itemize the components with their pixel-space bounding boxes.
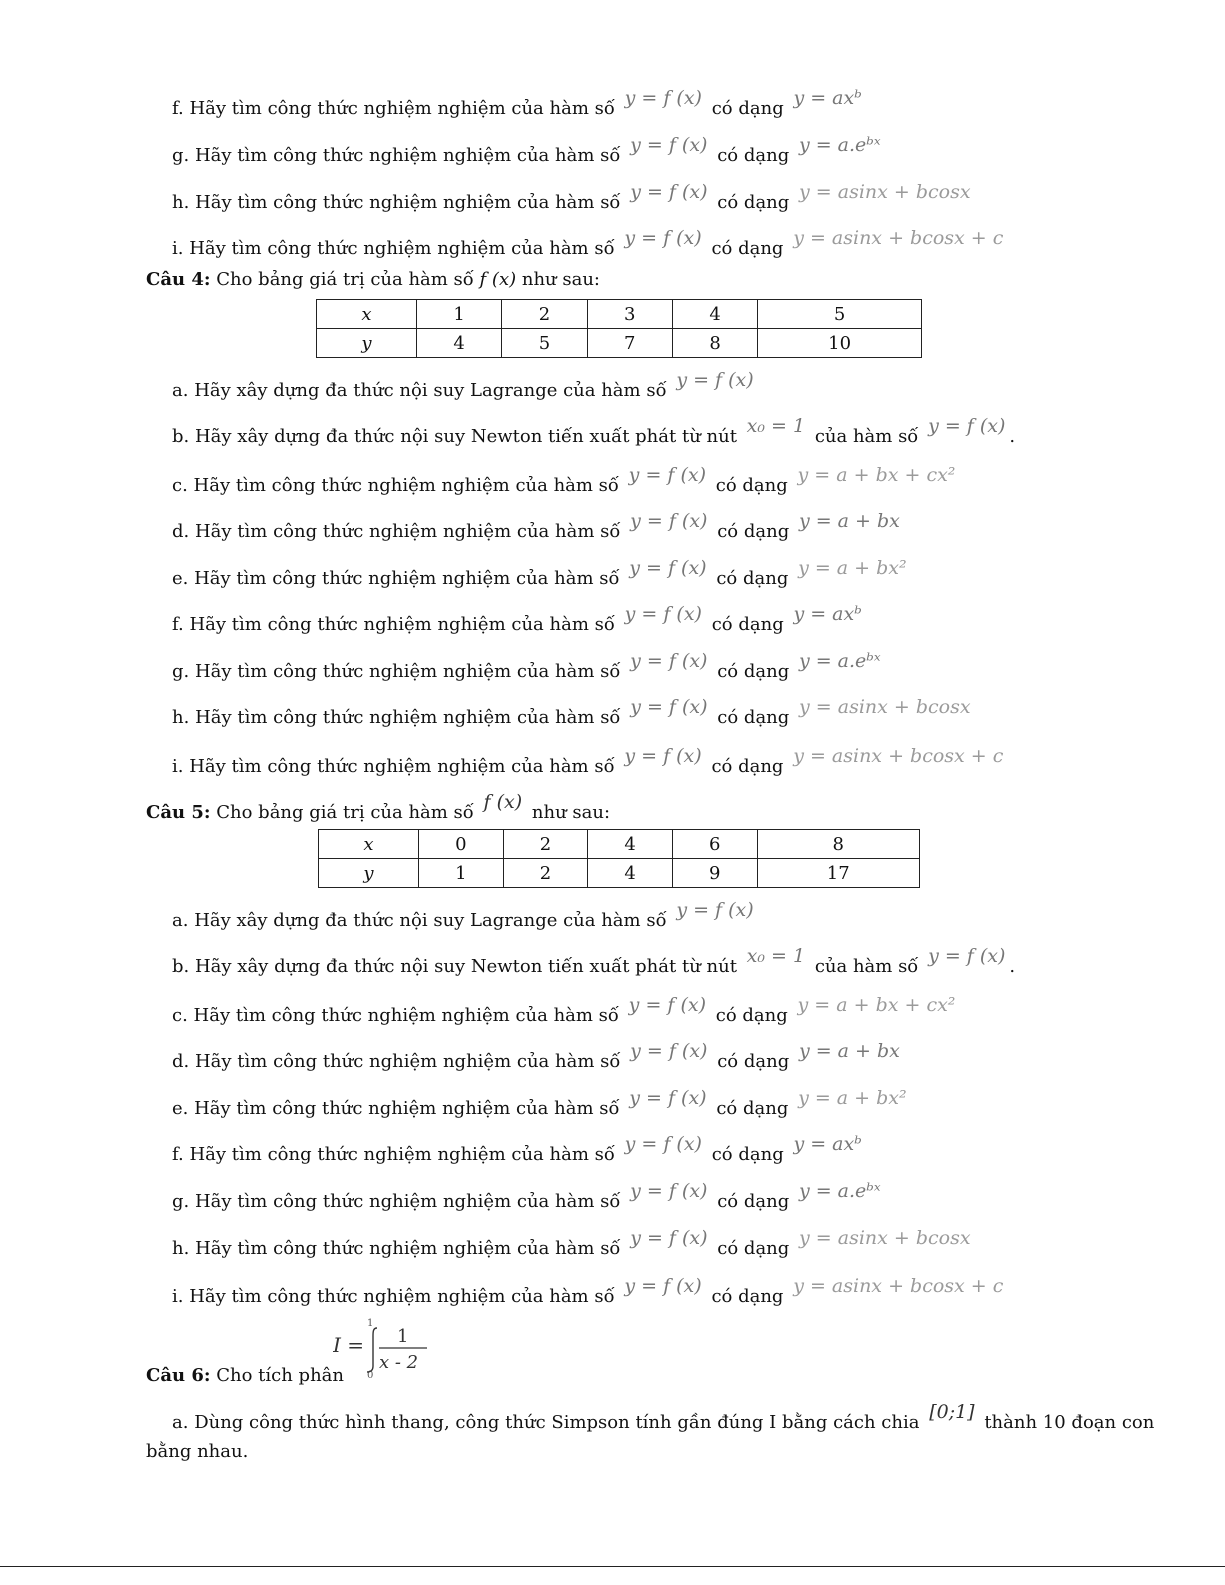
q6-item-a-continued: bằng nhau. (146, 1441, 249, 1462)
integral-formula (333, 1318, 443, 1380)
q4-item-f: f. Hãy tìm công thức nghiệm nghiệm của hàm số y = f (x) có dạng y = axᵇ (172, 603, 862, 635)
math-y-fx: y = f (x) (630, 181, 708, 203)
table-row: x 0 2 4 6 8 (319, 830, 920, 859)
math-form-g: y = a.eᵇˣ (798, 134, 881, 156)
q5-item-a: a. Hãy xây dựng đa thức nội suy Lagrange của hàm số y = f (x) (172, 899, 754, 931)
q5-item-g: g. Hãy tìm công thức nghiệm nghiệm của hàm số y = f (x) có dạng y = a.eᵇˣ (172, 1180, 881, 1212)
table-row: y 1 2 4 9 17 (319, 859, 920, 888)
integral-denominator: x - 2 (379, 1352, 419, 1373)
q5-item-e: e. Hãy tìm công thức nghiệm nghiệm của hàm số y = f (x) có dạng y = a + bx² (172, 1087, 907, 1119)
q5-item-c: c. Hãy tìm công thức nghiệm nghiệm của hàm số y = f (x) có dạng y = a + bx + cx² (172, 994, 956, 1026)
math-y-fx: y = f (x) (624, 227, 702, 249)
q4-heading: Câu 4: Cho bảng giá trị của hàm số f (x) như sau: (146, 269, 601, 290)
math-y-fx: y = f (x) (630, 134, 708, 156)
q5-item-h: h. Hãy tìm công thức nghiệm nghiệm của hàm số y = f (x) có dạng y = asinx + bcosx (172, 1227, 971, 1259)
q5-value-table (318, 829, 920, 888)
integral-lhs: I = (333, 1333, 365, 1357)
q4-item-d: d. Hãy tìm công thức nghiệm nghiệm của hàm số y = f (x) có dạng y = a + bx (172, 510, 900, 542)
table-row: y 4 5 7 8 10 (317, 329, 922, 358)
q3-item-f: f. Hãy tìm công thức nghiệm nghiệm của hàm số y = f (x) có dạng y = axᵇ (172, 87, 862, 119)
q5-item-f: f. Hãy tìm công thức nghiệm nghiệm của hàm số y = f (x) có dạng y = axᵇ (172, 1133, 862, 1165)
integral-sign-icon (367, 1328, 377, 1372)
q4-item-h: h. Hãy tìm công thức nghiệm nghiệm của hàm số y = f (x) có dạng y = asinx + bcosx (172, 696, 971, 728)
q4-item-c: c. Hãy tìm công thức nghiệm nghiệm của hàm số y = f (x) có dạng y = a + bx + cx² (172, 464, 956, 496)
q4-value-table (316, 299, 922, 358)
q5-item-b: b. Hãy xây dựng đa thức nội suy Newton tiến xuất phát từ nút x₀ = 1 của hàm số y = f (x) . (172, 945, 1016, 977)
math-form-i: y = asinx + bcosx + c (793, 227, 1004, 249)
math-form-f: y = axᵇ (793, 87, 862, 109)
q6-item-a: a. Dùng công thức hình thang, công thức Simpson tính gần đúng I bằng cách chia [0;1] thành 10 đoạn con (172, 1401, 1155, 1433)
q5-item-i: i. Hãy tìm công thức nghiệm nghiệm của hàm số y = f (x) có dạng y = asinx + bcosx + c (172, 1275, 1004, 1307)
q4-item-i: i. Hãy tìm công thức nghiệm nghiệm của hàm số y = f (x) có dạng y = asinx + bcosx + c (172, 745, 1004, 777)
page-bottom-divider (0, 1566, 1225, 1567)
integral-numerator: 1 (397, 1326, 409, 1347)
integral-upper-bound: 1 (367, 1318, 374, 1329)
q6-heading: Câu 6: Cho tích phân (146, 1365, 344, 1386)
integral-lower-bound: 0 (367, 1370, 374, 1380)
math-y-fx: y = f (x) (624, 87, 702, 109)
q5-heading: Câu 5: Cho bảng giá trị của hàm số f (x) như sau: (146, 791, 611, 823)
math-form-h: y = asinx + bcosx (799, 181, 971, 203)
q4-item-g: g. Hãy tìm công thức nghiệm nghiệm của hàm số y = f (x) có dạng y = a.eᵇˣ (172, 650, 881, 682)
q4-item-a: a. Hãy xây dựng đa thức nội suy Lagrange của hàm số y = f (x) (172, 369, 754, 401)
q5-item-d: d. Hãy tìm công thức nghiệm nghiệm của hàm số y = f (x) có dạng y = a + bx (172, 1040, 900, 1072)
q3-item-g: g. Hãy tìm công thức nghiệm nghiệm của hàm số y = f (x) có dạng y = a.eᵇˣ (172, 134, 881, 166)
q3-item-h: h. Hãy tìm công thức nghiệm nghiệm của hàm số y = f (x) có dạng y = asinx + bcosx (172, 181, 971, 213)
q3-item-i: i. Hãy tìm công thức nghiệm nghiệm của hàm số y = f (x) có dạng y = asinx + bcosx + c (172, 227, 1004, 259)
table-row: x 1 2 3 4 5 (317, 300, 922, 329)
q4-item-b: b. Hãy xây dựng đa thức nội suy Newton tiến xuất phát từ nút x₀ = 1 của hàm số y = f (x) . (172, 415, 1016, 447)
q4-item-e: e. Hãy tìm công thức nghiệm nghiệm của hàm số y = f (x) có dạng y = a + bx² (172, 557, 907, 589)
